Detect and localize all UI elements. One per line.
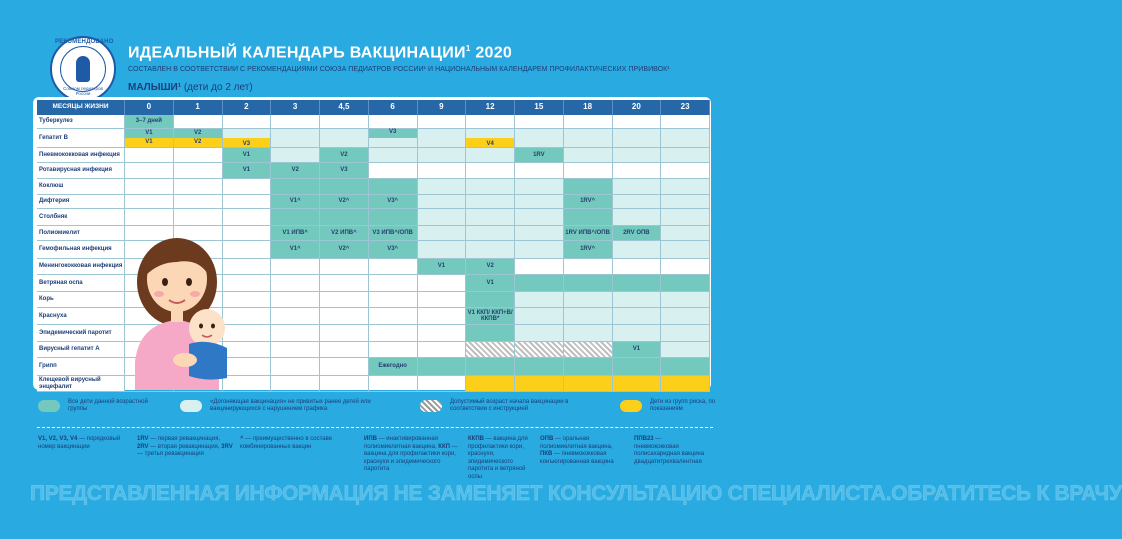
- schedule-cell: [174, 129, 223, 148]
- schedule-cell: [174, 148, 223, 163]
- abbreviation-definition: — преимущественно в составе комбинированных вакцин: [240, 436, 333, 450]
- row-label: Вирусный гепатит А: [37, 342, 125, 358]
- schedule-cell: [369, 163, 418, 179]
- schedule-cell: [564, 342, 613, 358]
- schedule-cell: [418, 241, 467, 259]
- schedule-cell: [418, 148, 467, 163]
- schedule-cell: V1: [418, 259, 467, 275]
- abbreviation-term: 3RV: [221, 443, 233, 450]
- row-label: Дифтерия: [37, 195, 125, 209]
- schedule-cell: V1^: [271, 241, 320, 259]
- schedule-cell: [515, 325, 564, 342]
- abbreviation-definition: — пневмококковая полисахаридная вакцина двадцатитрехвалентная: [634, 436, 705, 465]
- schedule-cell: [661, 195, 710, 209]
- abbreviation-item: [634, 436, 706, 466]
- legend-text: Дети из групп риска, по показаниям: [650, 399, 716, 413]
- legend-text: «Догоняющая вакцинация» не привитых ранее детей или вакцинирующихся с нарушением графика: [210, 399, 371, 413]
- schedule-cell: [661, 179, 710, 195]
- schedule-cell: [369, 179, 418, 195]
- schedule-cell: [174, 163, 223, 179]
- abbreviation-definition: — пневмококковая конъюгированная вакцина: [540, 451, 614, 465]
- schedule-cell: [466, 195, 515, 209]
- schedule-cell: [418, 376, 467, 392]
- schedule-cell: [515, 163, 564, 179]
- schedule-cell: [320, 308, 369, 325]
- schedule-cell: [466, 292, 515, 308]
- abbreviation-term: ККП: [438, 443, 450, 450]
- page-subtitle: СОСТАВЛЕН В СООТВЕТСТВИИ С РЕКОМЕНДАЦИЯМИ СОЮЗА ПЕДИАТРОВ РОССИИ¹ И НАЦИОНАЛЬНЫМ КАЛЕНДАРЕМ ПРОФИЛАКТИЧЕСКИХ ПРИВИВОК¹: [128, 66, 670, 73]
- schedule-cell: [613, 376, 662, 392]
- schedule-cell: [661, 115, 710, 129]
- schedule-cell: [369, 376, 418, 392]
- schedule-cell: [613, 358, 662, 376]
- abbreviation-term: ИПВ: [364, 436, 377, 442]
- age-group: [128, 82, 253, 93]
- schedule-cell: [515, 259, 564, 275]
- schedule-cell: [515, 179, 564, 195]
- schedule-cell: [223, 209, 272, 226]
- schedule-cell: [320, 115, 369, 129]
- schedule-cell: [271, 292, 320, 308]
- table-header-month: 1: [174, 100, 223, 115]
- schedule-cell: [661, 325, 710, 342]
- legend-text: Допустимый возраст начала вакцинации в соответствии с инструкцией: [450, 399, 569, 413]
- abbreviation-term: ККПВ: [468, 436, 484, 442]
- row-label: Туберкулез: [37, 115, 125, 129]
- abbreviation-item: [540, 436, 626, 466]
- schedule-cell: [466, 179, 515, 195]
- title-footnote: 1: [465, 44, 471, 53]
- logo-subtext: Союзом педиатров России: [63, 86, 103, 96]
- abbreviation-item: [364, 436, 460, 474]
- schedule-cell: [564, 325, 613, 342]
- logo-text: РЕКОМЕНДОВАНО: [55, 39, 114, 45]
- schedule-cell: [418, 129, 467, 148]
- schedule-cell: [564, 358, 613, 376]
- row-label: Ротавирусная инфекция: [37, 163, 125, 179]
- schedule-cell: [418, 325, 467, 342]
- row-label: Краснуха: [37, 308, 125, 325]
- schedule-cell: [320, 129, 369, 148]
- legend-swatch: [420, 400, 442, 412]
- abbreviation-definition: — порядковый номер вакцинации: [38, 436, 121, 450]
- schedule-cell: [466, 325, 515, 342]
- row-label: Корь: [37, 292, 125, 308]
- logo: [50, 36, 116, 102]
- abbreviation-term: ^: [240, 436, 244, 442]
- schedule-cell: [418, 308, 467, 325]
- schedule-cell: [613, 129, 662, 148]
- row-label: Клещевой вирусный энцефалит: [37, 376, 125, 392]
- schedule-cell: 1RV^: [564, 241, 613, 259]
- schedule-cell: [271, 209, 320, 226]
- schedule-cell: [466, 376, 515, 392]
- schedule-cell: V2^: [320, 241, 369, 259]
- schedule-cell: [466, 115, 515, 129]
- schedule-cell: [564, 179, 613, 195]
- schedule-cell: [613, 259, 662, 275]
- schedule-cell: [271, 358, 320, 376]
- schedule-cell: [613, 163, 662, 179]
- schedule-cell: [515, 376, 564, 392]
- schedule-cell: [564, 163, 613, 179]
- schedule-cell: [418, 179, 467, 195]
- schedule-cell: [418, 292, 467, 308]
- abbreviation-term: 1RV: [137, 436, 149, 442]
- schedule-cell: [271, 115, 320, 129]
- abbreviation-term: 2RV: [137, 443, 149, 450]
- schedule-cell: [515, 115, 564, 129]
- schedule-cell: [661, 259, 710, 275]
- schedule-cell: [271, 275, 320, 292]
- schedule-cell: [661, 358, 710, 376]
- schedule-cell: [466, 358, 515, 376]
- abbreviation-term: ОПВ: [540, 436, 554, 442]
- schedule-cell: V3: [320, 163, 369, 179]
- table-header-months: МЕСЯЦЫ ЖИЗНИ: [37, 100, 125, 115]
- schedule-cell: [320, 292, 369, 308]
- schedule-cell: [418, 115, 467, 129]
- schedule-cell: [271, 148, 320, 163]
- schedule-cell: [613, 148, 662, 163]
- schedule-cell: V2: [320, 148, 369, 163]
- schedule-cell: [466, 241, 515, 259]
- schedule-cell: V3^: [369, 241, 418, 259]
- schedule-cell: [223, 115, 272, 129]
- schedule-cell: [515, 292, 564, 308]
- schedule-cell: [223, 179, 272, 195]
- schedule-cell: [320, 179, 369, 195]
- disclaimer: ПРЕДСТАВЛЕННАЯ ИНФОРМАЦИЯ НЕ ЗАМЕНЯЕТ КОНСУЛЬТАЦИЮ СПЕЦИАЛИСТА.ОБРАТИТЕСЬ К ВРАЧУ: [30, 482, 1122, 505]
- schedule-cell: [466, 209, 515, 226]
- row-label: Менингококковая инфекция: [37, 259, 125, 275]
- row-label: Полиомиелит: [37, 226, 125, 241]
- schedule-cell: [223, 195, 272, 209]
- schedule-cell: [271, 179, 320, 195]
- schedule-cell: [613, 195, 662, 209]
- schedule-cell: [369, 115, 418, 129]
- schedule-cell: [661, 376, 710, 392]
- table-header-month: 3: [271, 100, 320, 115]
- schedule-cell: [564, 259, 613, 275]
- schedule-cell: [661, 226, 710, 241]
- child-figure-icon: [76, 56, 90, 82]
- schedule-cell: [320, 358, 369, 376]
- schedule-cell: [466, 148, 515, 163]
- schedule-cell: [418, 226, 467, 241]
- schedule-cell: [564, 308, 613, 325]
- title-text: ИДЕАЛЬНЫЙ КАЛЕНДАРЬ ВАКЦИНАЦИИ: [128, 44, 466, 62]
- schedule-cell: [661, 241, 710, 259]
- hep-b-dose: V2: [174, 138, 222, 147]
- schedule-cell: [613, 115, 662, 129]
- schedule-cell: [466, 226, 515, 241]
- table-header-month: 6: [369, 100, 418, 115]
- abbreviation-item: [240, 436, 358, 451]
- table-header-month: 15: [515, 100, 564, 115]
- table-header-month: 4,5: [320, 100, 369, 115]
- schedule-cell: [613, 209, 662, 226]
- schedule-cell: [271, 129, 320, 148]
- table-header-month: 0: [125, 100, 174, 115]
- row-label: Гепатит В: [37, 129, 125, 148]
- title-year: 2020: [475, 44, 513, 62]
- schedule-cell: [320, 259, 369, 275]
- schedule-cell: [515, 342, 564, 358]
- schedule-cell: [661, 209, 710, 226]
- schedule-cell: 1RV^: [564, 195, 613, 209]
- schedule-cell: [564, 376, 613, 392]
- schedule-cell: [515, 129, 564, 148]
- table-header-month: 9: [418, 100, 467, 115]
- hep-b-dose: V1: [125, 138, 173, 147]
- row-label: Пневмококковая инфекция: [37, 148, 125, 163]
- schedule-cell: [125, 195, 174, 209]
- schedule-cell: [369, 209, 418, 226]
- legend-swatch: [620, 400, 642, 412]
- schedule-cell: [369, 148, 418, 163]
- schedule-cell: V3: [223, 129, 272, 148]
- schedule-cell: 1RV: [515, 148, 564, 163]
- schedule-cell: V2: [466, 259, 515, 275]
- abbreviation-definition: — вакцина для профилактики кори, краснухи, эпидемического паротита и ветряной оспы: [468, 436, 528, 480]
- hep-b-dose: V1: [125, 129, 173, 138]
- schedule-cell: [320, 325, 369, 342]
- row-label: Ветряная оспа: [37, 275, 125, 292]
- legend-swatch: [180, 400, 202, 412]
- abbreviation-definition: — первая ревакцинация,: [148, 436, 221, 442]
- schedule-cell: V2: [271, 163, 320, 179]
- schedule-cell: [125, 209, 174, 226]
- schedule-cell: V1 ККП/ ККП+В/ ККПВ*: [466, 308, 515, 325]
- schedule-cell: [564, 292, 613, 308]
- abbreviation-definition: — оральная полиомиелитная вакцина,: [540, 436, 613, 450]
- schedule-cell: [418, 342, 467, 358]
- schedule-cell: [418, 195, 467, 209]
- schedule-cell: [661, 275, 710, 292]
- row-label: Столбняк: [37, 209, 125, 226]
- schedule-cell: [174, 179, 223, 195]
- schedule-cell: [613, 241, 662, 259]
- abbreviation-item: [38, 436, 130, 451]
- schedule-cell: [515, 275, 564, 292]
- table-header-month: 12: [466, 100, 515, 115]
- mother-baby-illustration: [115, 232, 240, 390]
- schedule-cell: [613, 308, 662, 325]
- table-header-month: 2: [223, 100, 272, 115]
- row-label: Гемофильная инфекция: [37, 241, 125, 259]
- schedule-cell: V4: [466, 129, 515, 148]
- schedule-cell: V3: [369, 129, 418, 148]
- abbreviation-item: [468, 436, 534, 481]
- schedule-cell: V1: [223, 148, 272, 163]
- schedule-cell: [515, 308, 564, 325]
- schedule-cell: V3^: [369, 195, 418, 209]
- abbreviation-item: [137, 436, 233, 459]
- schedule-cell: [613, 292, 662, 308]
- schedule-cell: [320, 376, 369, 392]
- row-label: Эпидемический паротит: [37, 325, 125, 342]
- schedule-cell: 2RV ОПВ: [613, 226, 662, 241]
- schedule-cell: [418, 275, 467, 292]
- schedule-cell: [564, 209, 613, 226]
- schedule-cell: [271, 259, 320, 275]
- divider: [37, 427, 713, 428]
- abbreviation-definition: — вторая ревакцинация,: [148, 443, 222, 450]
- schedule-cell: [369, 292, 418, 308]
- schedule-cell: [174, 115, 223, 129]
- schedule-cell: [466, 163, 515, 179]
- abbreviation-term: ППВ23: [634, 436, 654, 442]
- schedule-cell: [515, 226, 564, 241]
- schedule-cell: [613, 179, 662, 195]
- schedule-cell: V3 ИПВ^/ОПВ: [369, 226, 418, 241]
- abbreviation-term: V1, V2, V3, V4: [38, 436, 78, 442]
- schedule-cell: [369, 342, 418, 358]
- schedule-cell: V1: [466, 275, 515, 292]
- age-label: МАЛЫШИ¹: [128, 82, 182, 93]
- schedule-cell: V1: [613, 342, 662, 358]
- schedule-cell: [418, 163, 467, 179]
- schedule-cell: V1^: [271, 195, 320, 209]
- schedule-cell: V2 ИПВ^: [320, 226, 369, 241]
- schedule-cell: [320, 275, 369, 292]
- schedule-cell: [125, 148, 174, 163]
- schedule-cell: [661, 129, 710, 148]
- schedule-cell: [564, 275, 613, 292]
- schedule-cell: [564, 148, 613, 163]
- schedule-cell: [125, 179, 174, 195]
- table-header-month: 20: [613, 100, 662, 115]
- age-range: (дети до 2 лет): [183, 82, 253, 93]
- schedule-cell: 3–7 дней: [125, 115, 174, 129]
- schedule-cell: V1 ИПВ^: [271, 226, 320, 241]
- schedule-cell: [271, 308, 320, 325]
- schedule-cell: [418, 358, 467, 376]
- schedule-cell: [564, 129, 613, 148]
- schedule-cell: [271, 342, 320, 358]
- schedule-cell: [613, 325, 662, 342]
- schedule-cell: [515, 195, 564, 209]
- table-header-month: 23: [661, 100, 710, 115]
- schedule-cell: [125, 163, 174, 179]
- legend-swatch: [38, 400, 60, 412]
- abbreviation-definition: — вакцина для профилактики кори, краснухи и эпидемического паротита: [364, 443, 458, 472]
- schedule-cell: [661, 342, 710, 358]
- schedule-cell: [515, 358, 564, 376]
- abbreviation-term: ПКВ: [540, 451, 553, 457]
- schedule-cell: [661, 163, 710, 179]
- row-label: Коклюш: [37, 179, 125, 195]
- legend-text: Все дети данной возрастной группы: [68, 399, 148, 413]
- schedule-cell: [564, 115, 613, 129]
- schedule-cell: [661, 292, 710, 308]
- row-label: Грипп: [37, 358, 125, 376]
- schedule-cell: [661, 308, 710, 325]
- schedule-cell: [174, 195, 223, 209]
- schedule-cell: V1: [223, 163, 272, 179]
- schedule-cell: [613, 275, 662, 292]
- schedule-cell: [369, 325, 418, 342]
- schedule-cell: [320, 342, 369, 358]
- schedule-cell: [661, 148, 710, 163]
- schedule-cell: [515, 209, 564, 226]
- schedule-cell: [271, 325, 320, 342]
- schedule-cell: [369, 259, 418, 275]
- schedule-cell: [125, 129, 174, 148]
- abbreviation-definition: — инактивированная полиомиелитная вакцина,: [364, 436, 439, 450]
- table-header-month: 18: [564, 100, 613, 115]
- schedule-cell: [369, 308, 418, 325]
- schedule-cell: [271, 376, 320, 392]
- abbreviation-definition: — третья ревакцинация: [137, 451, 204, 457]
- schedule-cell: [515, 241, 564, 259]
- schedule-cell: [174, 209, 223, 226]
- schedule-cell: [369, 275, 418, 292]
- schedule-cell: [320, 209, 369, 226]
- schedule-cell: [418, 209, 467, 226]
- schedule-cell: V2^: [320, 195, 369, 209]
- page-title: [128, 44, 512, 62]
- schedule-cell: Ежегодно: [369, 358, 418, 376]
- hep-b-dose: V2: [174, 129, 222, 138]
- schedule-cell: [466, 342, 515, 358]
- schedule-cell: 1RV ИПВ^/ОПВ: [564, 226, 613, 241]
